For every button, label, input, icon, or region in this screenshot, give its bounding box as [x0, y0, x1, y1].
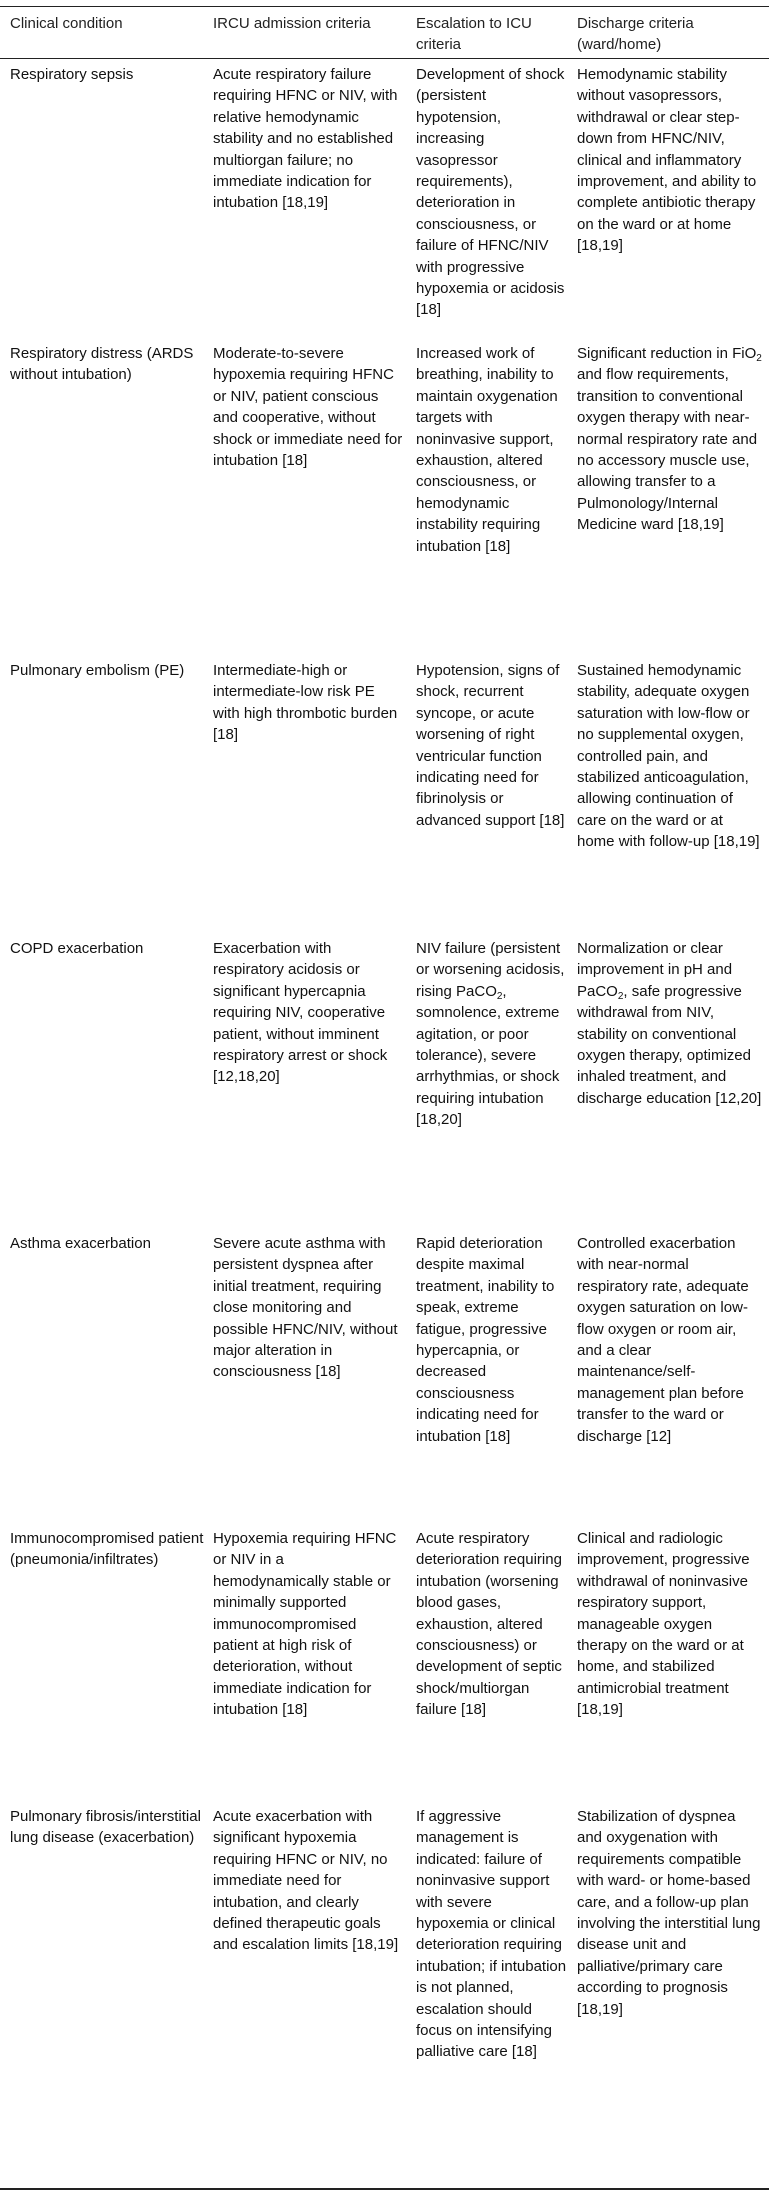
cell-condition: Respiratory distress (ARDS without intubation) — [10, 345, 194, 384]
cell-discharge: Clinical and radiologic improvement, progressive withdrawal of noninvasive respiratory support, manageable oxygen therapy on the ward or at home, and stabilized antimicrobial treatment [18,19] — [577, 1530, 750, 1719]
cell-admission: Acute exacerbation with significant hypoxemia requiring HFNC or NIV, no immediate need for intubation, and clearly defined therapeutic goals and escalation limits [18,19] — [213, 1808, 399, 1954]
column-header-icu-escalation: Escalation to ICU criteria — [416, 15, 532, 54]
cell-discharge: Stabilization of dyspnea and oxygenation with requirements compatible with ward- or home-based care, and a follow-up plan involving the interstitial lung disease unit and palliative/primary care according to prognosis [18,19] — [577, 1808, 761, 2018]
cell-discharge: Significant reduction in FiO$_2$ and flow requirements, transition to conventional oxygen therapy with near-normal respiratory rate and no accessory muscle use, allowing transfer to a Pulmonology/Internal Medicine ward [18,19] — [577, 345, 762, 534]
cell-escalation: Development of shock (persistent hypotension, increasing vasopressor requirements), deterioration in consciousness, or failure of HFNC/NIV with progressive hypoxemia or acidosis [18] — [416, 66, 565, 319]
cell-condition: Immunocompromised patient (pneumonia/infiltrates) — [10, 1530, 204, 1569]
table-top-rule — [0, 6, 769, 7]
cell-discharge: Hemodynamic stability without vasopressors, withdrawal or clear step-down from HFNC/NIV, clinical and inflammatory improvement, and ability to complete antibiotic therapy on the ward or at home [18,19] — [577, 66, 757, 255]
cell-condition: COPD exacerbation — [10, 940, 144, 957]
cell-admission: Severe acute asthma with persistent dyspnea after initial treatment, requiring close monitoring and possible HFNC/NIV, without major alteration in consciousness [18] — [213, 1235, 398, 1381]
cell-admission: Exacerbation with respiratory acidosis or significant hypercapnia requiring NIV, cooperative patient, without imminent respiratory arrest or shock [12,18,20] — [213, 940, 388, 1086]
cell-escalation: NIV failure (persistent or worsening acidosis, rising PaCO$_2$, somnolence, extreme agitation, or poor tolerance), severe arrhythmias, or shock requiring intubation [18,20] — [416, 940, 565, 1129]
cell-discharge: Controlled exacerbation with near-normal respiratory rate, adequate oxygen saturation on low-flow oxygen or room air, and a clear maintenance/self-management plan before transfer to the ward or discharge [12] — [577, 1235, 749, 1445]
column-header-clinical-condition: Clinical condition — [10, 15, 123, 32]
cell-condition: Asthma exacerbation — [10, 1235, 151, 1252]
column-header-ircu-admission: IRCU admission criteria — [213, 15, 371, 32]
cell-escalation: Increased work of breathing, inability to maintain oxygenation targets with noninvasive support, exhaustion, altered consciousness, or hemodynamic instability requiring intubation [18] — [416, 345, 558, 555]
cell-condition: Respiratory sepsis — [10, 66, 134, 83]
cell-condition: Pulmonary embolism (PE) — [10, 662, 185, 679]
cell-admission: Hypoxemia requiring HFNC or NIV in a hemodynamically stable or minimally supported immunocompromised patient at high risk of deterioration, without immediate indication for intubation [18] — [213, 1530, 397, 1719]
cell-condition: Pulmonary fibrosis/interstitial lung disease (exacerbation) — [10, 1808, 201, 1847]
cell-admission: Moderate-to-severe hypoxemia requiring HFNC or NIV, patient conscious and cooperative, without shock or immediate need for intubation [18] — [213, 345, 403, 470]
cell-admission: Acute respiratory failure requiring HFNC or NIV, with relative hemodynamic stability and no established multiorgan failure; no immediate indication for intubation [18,19] — [213, 66, 398, 212]
cell-escalation: If aggressive management is indicated: failure of noninvasive support with severe hypoxemia or clinical deterioration requiring intubation; if intubation is not planned, escalation should focus on intensifying palliative care [18] — [416, 1808, 567, 2061]
cell-discharge: Sustained hemodynamic stability, adequate oxygen saturation with low-flow or no supplemental oxygen, controlled pain, and stabilized anticoagulation, allowing continuation of care on the ward or at home with follow-up [18,19] — [577, 662, 760, 851]
column-header-discharge: Discharge criteria (ward/home) — [577, 15, 694, 54]
table-bottom-rule — [0, 2188, 769, 2190]
cell-discharge: Normalization or clear improvement in pH and PaCO$_2$, safe progressive withdrawal from NIV, stability on conventional oxygen therapy, optimized inhaled treatment, and discharge education [12,20] — [577, 940, 762, 1107]
cell-escalation: Rapid deterioration despite maximal treatment, inability to speak, extreme fatigue, progressive hypercapnia, or decreased consciousness indicating need for intubation [18] — [416, 1235, 555, 1445]
cell-escalation: Hypotension, signs of shock, recurrent syncope, or acute worsening of right ventricular function indicating need for fibrinolysis or advanced support [18] — [416, 662, 565, 829]
table-header-rule — [0, 58, 769, 59]
cell-admission: Intermediate-high or intermediate-low risk PE with high thrombotic burden [18] — [213, 662, 398, 744]
cell-escalation: Acute respiratory deterioration requiring intubation (worsening blood gases, exhaustion, altered consciousness) or development of septic shock/multiorgan failure [18] — [416, 1530, 562, 1719]
